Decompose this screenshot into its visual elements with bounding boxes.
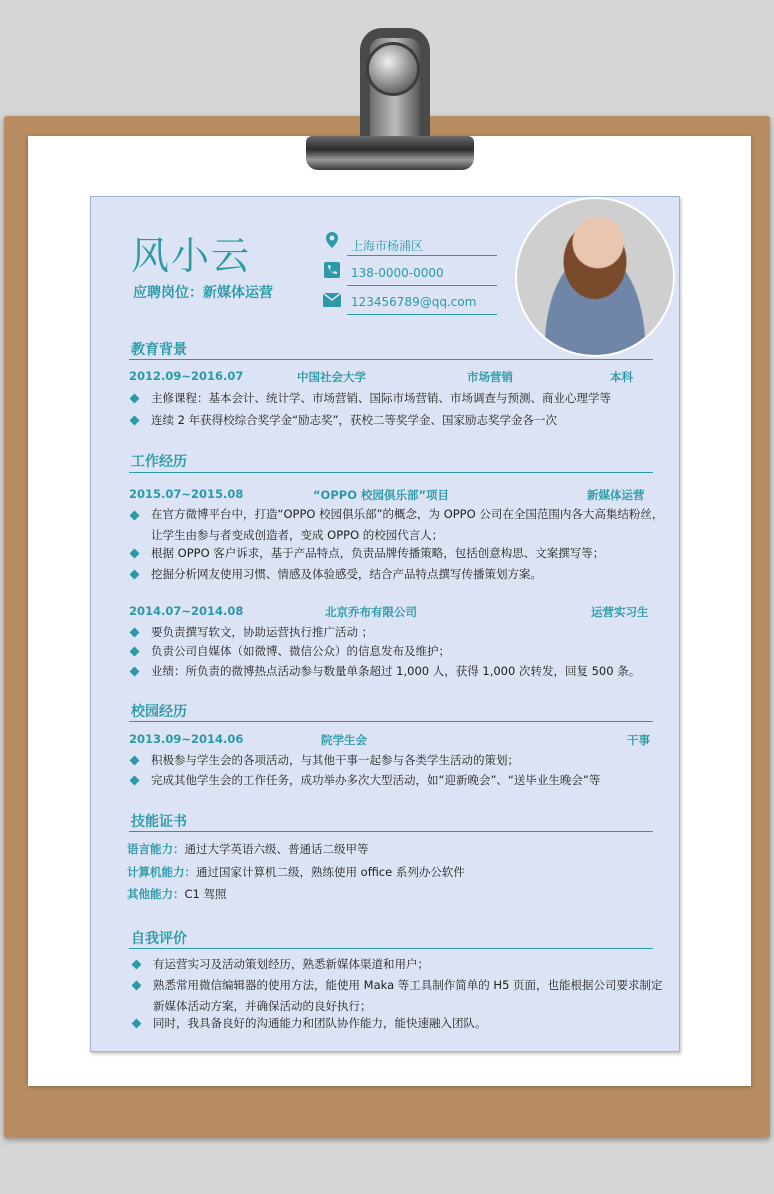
skill-label: 语言能力： bbox=[127, 842, 185, 856]
applied-position: 应聘岗位：新媒体运营 bbox=[133, 285, 273, 301]
list-item: 要负责撰写软文，协助运营执行推广活动 ； bbox=[151, 625, 374, 639]
list-item: 挖掘分析网友使用习惯、情感及体验感受，结合产品特点撰写传播策划方案。 bbox=[151, 567, 542, 581]
bullet-icon bbox=[130, 628, 140, 638]
divider bbox=[347, 255, 497, 256]
bullet-icon bbox=[130, 416, 140, 426]
section-title-self: 自我评价 bbox=[131, 931, 187, 947]
email-text: 123456789@qq.com bbox=[351, 295, 477, 309]
work-org: “OPPO 校园俱乐部”项目 bbox=[313, 488, 450, 502]
phone-icon bbox=[323, 261, 341, 279]
list-item: 根据 OPPO 客户诉求，基于产品特点，负责品牌传播策略，包括创意构思、文案撰写等； bbox=[151, 546, 605, 560]
location-icon bbox=[323, 231, 341, 249]
divider bbox=[347, 314, 497, 315]
skill-text: 通过大学英语六级、普通话二级甲等 bbox=[184, 842, 369, 856]
work-date: 2015.07~2015.08 bbox=[129, 487, 244, 501]
phone-text: 138-0000-0000 bbox=[351, 266, 444, 280]
location-text: 上海市杨浦区 bbox=[351, 239, 424, 253]
list-item: 积极参与学生会的各项活动，与其他干事一起参与各类学生活动的策划； bbox=[151, 753, 519, 767]
profile-photo bbox=[515, 197, 675, 357]
section-title-skills: 技能证书 bbox=[131, 814, 187, 830]
email-icon bbox=[323, 293, 341, 311]
section-rule bbox=[129, 721, 653, 722]
section-title-education: 教育背景 bbox=[131, 342, 187, 358]
skill-computer bbox=[127, 864, 465, 880]
campus-date: 2013.09~2014.06 bbox=[129, 732, 244, 746]
education-major: 市场营销 bbox=[467, 370, 513, 384]
education-school: 中国社会大学 bbox=[297, 370, 366, 384]
bullet-icon bbox=[130, 570, 140, 580]
section-title-work: 工作经历 bbox=[131, 454, 187, 470]
skill-text: C1 驾照 bbox=[184, 887, 227, 901]
bullet-icon bbox=[130, 394, 140, 404]
binder-clip-knob bbox=[366, 42, 420, 96]
list-item: 同时，我具备良好的沟通能力和团队协作能力，能快速融入团队。 bbox=[153, 1016, 487, 1030]
work-role: 新媒体运营 bbox=[587, 488, 645, 502]
work-date: 2014.07~2014.08 bbox=[129, 604, 244, 618]
work-role: 运营实习生 bbox=[591, 605, 649, 619]
section-rule bbox=[129, 831, 653, 832]
list-item: 负责公司自媒体（如微博、微信公众）的信息发布及维护； bbox=[151, 644, 450, 658]
bullet-icon bbox=[132, 960, 142, 970]
education-degree: 本科 bbox=[610, 370, 633, 384]
skill-language bbox=[127, 841, 369, 857]
section-rule bbox=[129, 359, 653, 360]
bullet-icon bbox=[132, 981, 142, 991]
list-item: 主修课程：基本会计、统计学、市场营销、国际市场营销、市场调查与预测、商业心理学等 bbox=[151, 391, 611, 405]
work-org: 北京乔布有限公司 bbox=[325, 605, 417, 619]
candidate-name: 风小云 bbox=[131, 234, 252, 278]
bullet-icon bbox=[132, 1019, 142, 1029]
section-rule bbox=[129, 948, 653, 949]
list-item: 熟悉常用微信编辑器的使用方法，能使用 Maka 等工具制作简单的 H5 页面，也能根据公司要求制定新媒体活动方案，并确保活动的良好执行； bbox=[153, 978, 663, 1013]
list-item: 有运营实习及活动策划经历，熟悉新媒体渠道和用户； bbox=[153, 957, 429, 971]
skill-label: 计算机能力： bbox=[127, 865, 196, 879]
list-item: 完成其他学生会的工作任务，成功举办多次大型活动，如“迎新晚会”、“送毕业生晚会”等 bbox=[151, 773, 601, 787]
resume-page bbox=[90, 196, 680, 1052]
binder-clip-icon bbox=[306, 136, 474, 170]
skill-other bbox=[127, 886, 227, 902]
bullet-icon bbox=[130, 776, 140, 786]
bullet-icon bbox=[130, 667, 140, 677]
divider bbox=[347, 285, 497, 286]
bullet-icon bbox=[130, 511, 140, 521]
bullet-icon bbox=[130, 549, 140, 559]
list-item: 业绩：所负责的微博热点活动参与数量单条超过 1,000 人，获得 1,000 次转发，回复 500 条。 bbox=[151, 664, 641, 678]
education-date: 2012.09~2016.07 bbox=[129, 369, 244, 383]
bullet-icon bbox=[130, 647, 140, 657]
section-title-campus: 校园经历 bbox=[131, 704, 187, 720]
list-item: 在官方微博平台中，打造“OPPO 校园俱乐部”的概念，为 OPPO 公司在全国范围内各大高集结粉丝，让学生由参与者变成创造者，变成 OPPO 的校园代言人； bbox=[151, 507, 664, 542]
skill-label: 其他能力： bbox=[127, 887, 185, 901]
skill-text: 通过国家计算机二级，熟练使用 office 系列办公软件 bbox=[196, 865, 465, 879]
bullet-icon bbox=[130, 756, 140, 766]
campus-role: 干事 bbox=[627, 733, 650, 747]
list-item: 连续 2 年获得校综合奖学金“励志奖”，获校二等奖学金、国家励志奖学金各一次 bbox=[151, 413, 558, 427]
campus-org: 院学生会 bbox=[321, 733, 367, 747]
section-rule bbox=[129, 472, 653, 473]
